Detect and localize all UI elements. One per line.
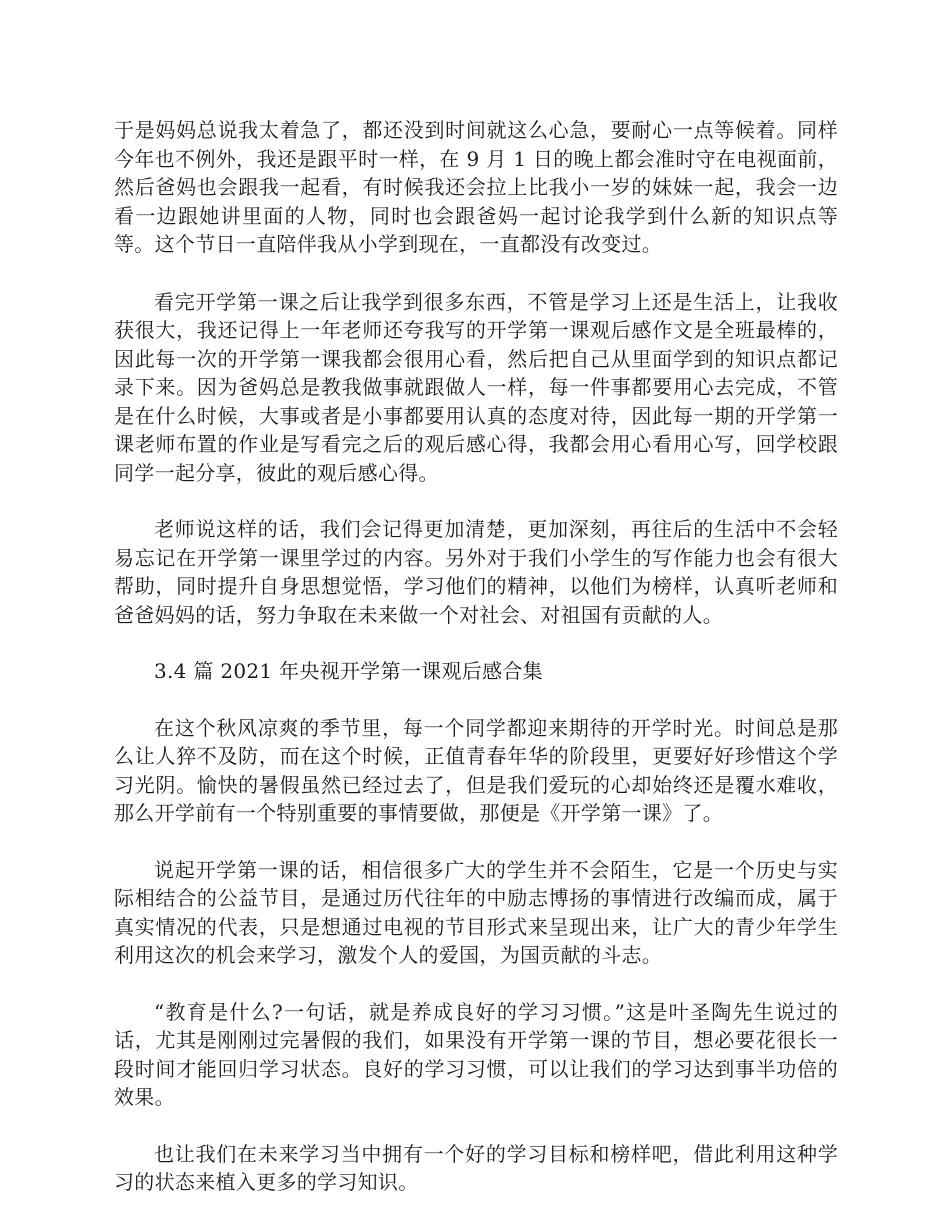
document-page — [114, 116, 838, 1225]
paragraph: 说起开学第一课的话，相信很多广大的学生并不会陌生，它是一个历史与实际相结合的公益节目，是通过历代往年的中励志博扬的事情进行改编而成，属于真实情况的代表，只是想通过电视的节目形式来呈现出来，让广大的青少年学生利用这次的机会来学习，激发个人的爱国，为国贡献的斗志。 — [114, 857, 838, 967]
paragraph: “教育是什么?一句话，就是养成良好的学习习惯。”这是叶圣陶先生说过的话，尤其是刚刚过完暑假的我们，如果没有开学第一课的节目，想必要花很长一段时间才能回归学习状态。良好的学习习惯，可以让我们的学习达到事半功倍的效果。 — [114, 999, 838, 1109]
paragraph-continuation: 于是妈妈总说我太着急了，都还没到时间就这么心急，要耐心一点等候着。同样今年也不例外，我还是跟平时一样，在 9 月 1 日的晚上都会准时守在电视面前，然后爸妈也会跟我一起看，有时候我还会拉上比我小一岁的妹妹一起，我会一边看一边跟她讲里面的人物，同时也会跟爸妈一起讨论我学到什么新的知识点等等。这个节日一直陪伴我从小学到现在，一直都没有改变过。 — [114, 118, 838, 256]
paragraph: 在这个秋风凉爽的季节里，每一个同学都迎来期待的开学时光。时间总是那么让人猝不及防，而在这个时候，正值青春年华的阶段里，更要好好珍惜这个学习光阴。愉快的暑假虽然已经过去了，但是我们爱玩的心却始终还是覆水难收，那么开学前有一个特别重要的事情要做，那便是《开学第一课》了。 — [114, 715, 838, 825]
section-heading: 3.4 篇 2021 年央视开学第一课观后感合集 — [154, 659, 543, 683]
paragraph: 也让我们在未来学习当中拥有一个好的学习目标和榜样吧，借此利用这种学习的状态来植入更多的学习知识。 — [114, 1141, 838, 1194]
paragraph: 老师说这样的话，我们会记得更加清楚，更加深刻，再往后的生活中不会轻易忘记在开学第一课里学过的内容。另外对于我们小学生的写作能力也会有很大帮助，同时提升自身思想觉悟，学习他们的精神，以他们为榜样，认真听老师和爸爸妈妈的话，努力争取在未来做一个对社会、对祖国有贡献的人。 — [114, 517, 838, 627]
paragraph: 看完开学第一课之后让我学到很多东西，不管是学习上还是生活上，让我收获很大，我还记得上一年老师还夸我写的开学第一课观后感作文是全班最棒的，因此每一次的开学第一课我都会很用心看，然后把自己从里面学到的知识点都记录下来。因为爸妈总是教我做事就跟做人一样，每一件事都要用心去完成，不管是在什么时候，大事或者是小事都要用认真的态度对待，因此每一期的开学第一课老师布置的作业是写看完之后的观后感心得，我都会用心看用心写，回学校跟同学一起分享，彼此的观后感心得。 — [114, 289, 838, 485]
